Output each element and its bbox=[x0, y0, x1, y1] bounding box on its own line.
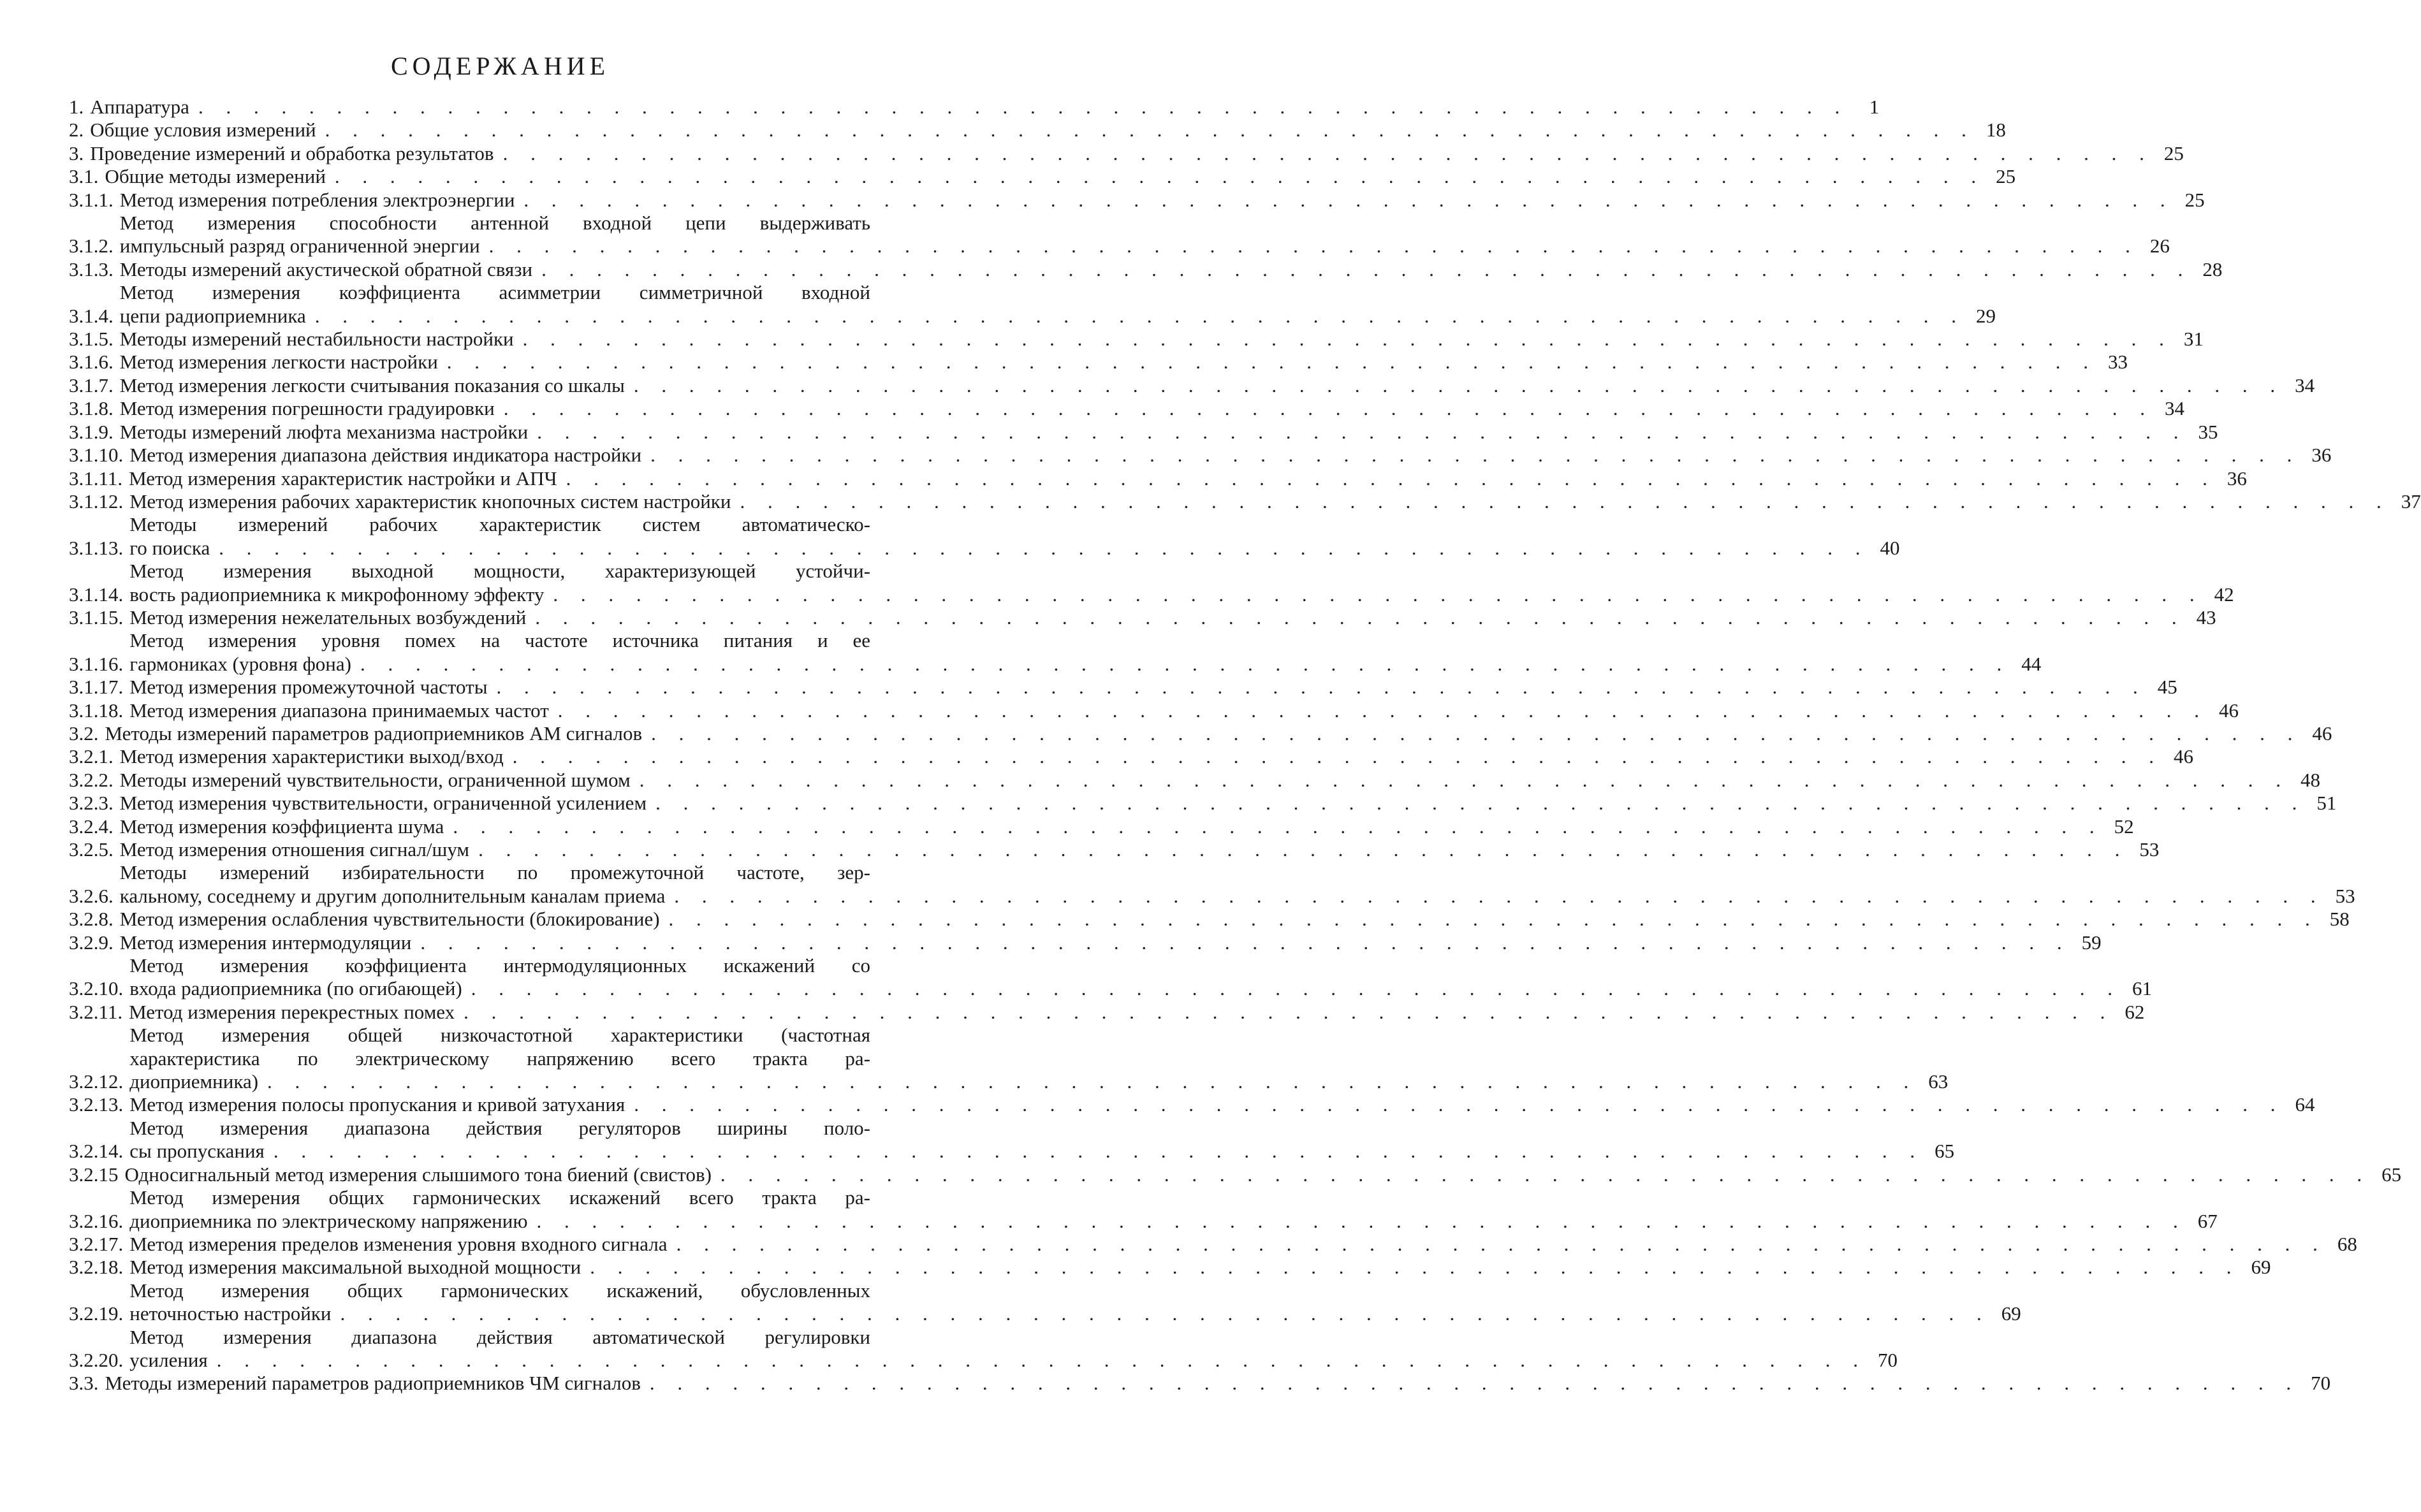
toc-page-number: 46 bbox=[2312, 722, 2332, 745]
toc-page-number: 31 bbox=[2183, 328, 2204, 351]
toc-entry-title-line: Метод измерения легкости считывания показания со шкалы bbox=[119, 374, 625, 396]
toc-entry-title-line: го поиска bbox=[129, 536, 210, 559]
toc-page-number: 18 bbox=[1986, 119, 2006, 142]
toc-page-number: 51 bbox=[2316, 792, 2337, 815]
toc-entry-title-line: Аппаратура bbox=[90, 96, 189, 118]
toc-entry-number: 3.2.11. bbox=[69, 1000, 123, 1023]
toc-page-number: 43 bbox=[2196, 606, 2216, 629]
dot-leader: . . . . . . . . . . . . . . . . . . . . . . . . . . . . . . . . . . . . . . . . . . . . . . . . . . . . . . . . . . . . bbox=[633, 374, 2285, 396]
toc-entry-number: 3.1.12. bbox=[69, 490, 124, 512]
toc-entry bbox=[69, 444, 2332, 467]
toc-page-number: 44 bbox=[2021, 652, 2042, 675]
toc-entry-number: 3.2.19. bbox=[69, 1302, 124, 1325]
toc-entry-number: 3.2.3. bbox=[69, 792, 113, 815]
toc-entry bbox=[69, 397, 2184, 420]
toc-page-number: 58 bbox=[2329, 908, 2350, 931]
toc-entry bbox=[69, 513, 1900, 560]
toc-entry-number: 3.3. bbox=[69, 1372, 99, 1395]
toc-page-number: 67 bbox=[2197, 1209, 2218, 1232]
dot-leader: . . . . . . . . . . . . . . . . . . . . . . . . . . . . . . . . . . . . . . . . . . . . . . . . . . . . . . . . . . . . bbox=[590, 1256, 2241, 1279]
dot-leader: . . . . . . . . . . . . . . . . . . . . . . . . . . . . . . . . . . . . . . . . . . . . . . . . . . . . . . . . . . . . bbox=[740, 490, 2390, 512]
toc-entry-title-line: Проведение измерений и обработка результатов bbox=[90, 142, 494, 164]
toc-entry-number: 3.1.8. bbox=[69, 397, 113, 420]
dot-leader: . . . . . . . . . . . . . . . . . . . . . . . . . . . . . . . . . . . . . . . . . . . . . . . . . . . . . . . . . . . . bbox=[464, 1000, 2114, 1023]
dot-leader: . . . . . . . . . . . . . . . . . . . . . . . . . . . . . . . . . . . . . . . . . . . . . . . . . . . . . . . . . . . . bbox=[314, 304, 1965, 327]
toc-entry bbox=[69, 328, 2204, 351]
toc-entry-number: 3.1.14. bbox=[69, 583, 124, 606]
toc-page-number: 62 bbox=[2125, 1000, 2145, 1023]
toc-entry bbox=[69, 606, 2216, 629]
toc-page-number: 52 bbox=[2114, 815, 2134, 838]
toc-page-number: 34 bbox=[2164, 397, 2184, 420]
toc-entry-title-line: Односигнальный метод измерения слышимого тона биений (свистов) bbox=[124, 1163, 712, 1186]
toc-entry-number: 3.1.17. bbox=[69, 676, 124, 699]
toc-entry bbox=[69, 1000, 2145, 1024]
toc-entry-number: 3.1.9. bbox=[69, 420, 113, 443]
toc-page-number: 53 bbox=[2139, 838, 2160, 861]
dot-leader: . . . . . . . . . . . . . . . . . . . . . . . . . . . . . . . . . . . . . . . . . . . . . . . . . . . . . . . . . . . . bbox=[360, 652, 2011, 675]
toc-entry-number: 3.1.16. bbox=[69, 652, 124, 675]
toc-entry-title-line: Метод измерения общих гармонических искажений всего тракта ра- bbox=[129, 1186, 870, 1209]
toc-page-number: 35 bbox=[2198, 420, 2218, 443]
toc-entry bbox=[69, 908, 2350, 931]
toc-entry bbox=[69, 1279, 2021, 1326]
dot-leader: . . . . . . . . . . . . . . . . . . . . . . . . . . . . . . . . . . . . . . . . . . . . . . . . . . . . . . . . . . . . bbox=[537, 420, 2188, 443]
toc-entry-number: 3.2.9. bbox=[69, 931, 113, 954]
toc-entry-number: 3.1.10. bbox=[69, 444, 124, 467]
toc-page-number: 69 bbox=[2251, 1256, 2271, 1279]
toc-entry bbox=[69, 212, 2170, 258]
dot-leader: . . . . . . . . . . . . . . . . . . . . . . . . . . . . . . . . . . . . . . . . . . . . . . . . . . . . . . . . . . . . bbox=[655, 792, 2306, 815]
toc-entry-title-line: Метод измерения промежуточной частоты bbox=[129, 676, 488, 699]
toc-entry-title-line: Метод измерения способности антенной входной цепи выдерживать bbox=[119, 212, 870, 235]
dot-leader: . . . . . . . . . . . . . . . . . . . . . . . . . . . . . . . . . . . . . . . . . . . . . . . . . . . . . . . . . . . . bbox=[273, 1140, 1924, 1163]
toc-page-number: 65 bbox=[1935, 1140, 1955, 1163]
dot-leader: . . . . . . . . . . . . . . . . . . . . . . . . . . . . . . . . . . . . . . . . . . . . . . . . . . . . . . . . . . . . bbox=[674, 884, 2325, 907]
toc-entry bbox=[69, 420, 2218, 444]
toc-entry-number: 3.2.10. bbox=[69, 977, 124, 1000]
toc-entry-title-line: Метод измерения диапазона принимаемых частот bbox=[129, 699, 549, 722]
toc-entry-number: 3.1.7. bbox=[69, 374, 113, 396]
toc-entry-title-line: Метод измерения коэффициента интермодуляционных искажений со bbox=[129, 954, 870, 977]
toc-entry bbox=[69, 1093, 2315, 1116]
toc-entry bbox=[69, 1232, 2357, 1256]
toc-entry bbox=[69, 931, 2102, 954]
dot-leader: . . . . . . . . . . . . . . . . . . . . . . . . . . . . . . . . . . . . . . . . . . . . . . . . . . . . . . . . . . . . bbox=[649, 1372, 2300, 1395]
dot-leader: . . . . . . . . . . . . . . . . . . . . . . . . . . . . . . . . . . . . . . . . . . . . . . . . . . . . . . . . . . . . bbox=[453, 815, 2103, 838]
toc-entry-title-line: Метод измерения максимальной выходной мощности bbox=[129, 1256, 581, 1279]
toc-entry-number: 3.2.17. bbox=[69, 1232, 124, 1255]
toc-entry-number: 1. bbox=[69, 96, 84, 118]
toc-entry-title-line: Метод измерения общей низкочастотной характеристики (частотная bbox=[129, 1024, 870, 1047]
dot-leader: . . . . . . . . . . . . . . . . . . . . . . . . . . . . . . . . . . . . . . . . . . . . . . . . . . . . . . . . . . . . bbox=[267, 1070, 1918, 1093]
toc-entry bbox=[69, 142, 2184, 165]
toc-entry-title-line: входа радиоприемника (по огибающей) bbox=[129, 977, 462, 1000]
toc-page-number: 33 bbox=[2108, 351, 2128, 374]
toc-entry-title-line: диоприемника) bbox=[129, 1070, 259, 1093]
toc-entry-title-line: гармониках (уровня фона) bbox=[129, 652, 351, 675]
toc-entry bbox=[69, 838, 2160, 861]
toc-entry-title-line: Метод измерения полосы пропускания и кривой затухания bbox=[129, 1093, 625, 1116]
dot-leader: . . . . . . . . . . . . . . . . . . . . . . . . . . . . . . . . . . . . . . . . . . . . . . . . . . . . . . . . . . . . bbox=[553, 583, 2204, 606]
toc-entry-title-line: усиления bbox=[129, 1348, 208, 1371]
toc-entry-number: 3.2.2. bbox=[69, 768, 113, 791]
dot-leader: . . . . . . . . . . . . . . . . . . . . . . . . . . . . . . . . . . . . . . . . . . . . . . . . . . . . . . . . . . . . bbox=[535, 606, 2186, 629]
toc-page-number: 36 bbox=[2227, 467, 2247, 490]
toc-entry-number: 2. bbox=[69, 119, 84, 142]
toc-entry bbox=[69, 560, 2234, 606]
dot-leader: . . . . . . . . . . . . . . . . . . . . . . . . . . . . . . . . . . . . . . . . . . . . . . . . . . . . . . . . . . . . bbox=[446, 351, 2098, 374]
toc-entry bbox=[69, 351, 2128, 374]
toc-entry-title-line: Метод измерения ослабления чувствительности (блокирование) bbox=[119, 908, 660, 931]
toc-page-number: 68 bbox=[2337, 1232, 2357, 1255]
toc-page-number: 46 bbox=[2219, 699, 2239, 722]
toc-entry-title-line: Методы измерений избирательности по промежуточной частоте, зер- bbox=[119, 861, 870, 884]
dot-leader: . . . . . . . . . . . . . . . . . . . . . . . . . . . . . . . . . . . . . . . . . . . . . . . . . . . . . . . . . . . . bbox=[536, 1209, 2187, 1232]
toc-entry-title-line: Метод измерения диапазона действия регуляторов ширины поло- bbox=[129, 1116, 870, 1139]
toc-entry-title-line: Методы измерений рабочих характеристик систем автоматическо- bbox=[129, 513, 870, 536]
toc-entry-title-line: Метод измерения диапазона действия индикатора настройки bbox=[129, 444, 642, 467]
dot-leader: . . . . . . . . . . . . . . . . . . . . . . . . . . . . . . . . . . . . . . . . . . . . . . . . . . . . . . . . . . . . bbox=[478, 838, 2129, 861]
dot-leader: . . . . . . . . . . . . . . . . . . . . . . . . . . . . . . . . . . . . . . . . . . . . . . . . . . . . . . . . . . . . bbox=[471, 977, 2122, 1000]
toc-entry-number: 3.2.12. bbox=[69, 1070, 124, 1093]
dot-leader: . . . . . . . . . . . . . . . . . . . . . . . . . . . . . . . . . . . . . . . . . . . . . . . . . . . . . . . . . . . . bbox=[219, 536, 1869, 559]
page-title: СОДЕРЖАНИЕ bbox=[390, 52, 610, 80]
toc-entry bbox=[69, 1256, 2271, 1279]
toc-entry-title-line: Метод измерения отношения сигнал/шум bbox=[119, 838, 470, 861]
toc-entry bbox=[69, 676, 2177, 699]
toc-entry-title-line: Методы измерений нестабильности настройки bbox=[119, 328, 514, 351]
dot-leader: . . . . . . . . . . . . . . . . . . . . . . . . . . . . . . . . . . . . . . . . . . . . . . . . . . . . . . . . . . . . bbox=[720, 1163, 2371, 1186]
toc-entry-title-line: Метод измерения уровня помех на частоте источника питания и ее bbox=[129, 629, 870, 652]
toc-page-number: 28 bbox=[2202, 258, 2223, 280]
dot-leader: . . . . . . . . . . . . . . . . . . . . . . . . . . . . . . . . . . . . . . . . . . . . . . . . . . . . . . . . . . . . bbox=[488, 235, 2139, 258]
toc-page-number: 69 bbox=[2001, 1302, 2021, 1325]
toc-entry-number: 3.2. bbox=[69, 722, 99, 745]
toc-entry bbox=[69, 467, 2247, 490]
toc-entry-title-line: цепи радиоприемника bbox=[119, 304, 306, 327]
toc-entry-title-line: Общие условия измерений bbox=[90, 119, 316, 142]
toc-entry-title-line: Метод измерения характеристики выход/вход bbox=[119, 745, 504, 768]
dot-leader: . . . . . . . . . . . . . . . . . . . . . . . . . . . . . . . . . . . . . . . . . . . . . . . . . . . . . . . . . . . . bbox=[541, 258, 2192, 280]
toc-entry-number: 3.1.4. bbox=[69, 304, 113, 327]
toc-page-number: 45 bbox=[2157, 676, 2177, 699]
dot-leader: . . . . . . . . . . . . . . . . . . . . . . . . . . . . . . . . . . . . . . . . . . . . . . . . . . . . . . . . . . . . bbox=[650, 444, 2301, 467]
toc-entry-title-line: Общие методы измерений bbox=[105, 165, 326, 188]
toc-page-number: 1 bbox=[1869, 96, 1880, 118]
toc-entry-title-line: Метод измерения погрешности градуировки bbox=[119, 397, 495, 420]
dot-leader: . . . . . . . . . . . . . . . . . . . . . . . . . . . . . . . . . . . . . . . . . . . . . . . . . . . . . . . . . . . . bbox=[325, 119, 1975, 142]
toc-entry bbox=[69, 165, 2016, 188]
dot-leader: . . . . . . . . . . . . . . . . . . . . . . . . . . . . . . . . . . . . . . . . . . . . . . . . . . . . . . . . . . . . bbox=[503, 397, 2154, 420]
toc-page-number: 25 bbox=[2163, 142, 2184, 164]
dot-leader: . . . . . . . . . . . . . . . . . . . . . . . . . . . . . . . . . . . . . . . . . . . . . . . . . . . . . . . . . . . . bbox=[668, 908, 2319, 931]
toc-page-number: 25 bbox=[2184, 188, 2205, 211]
toc-entry-title-line: Метод измерения интермодуляции bbox=[119, 931, 412, 954]
toc-page-number: 46 bbox=[2173, 745, 2193, 768]
toc-entry-title-line: Метод измерения выходной мощности, характеризующей устойчи- bbox=[129, 560, 870, 583]
toc-page-number: 61 bbox=[2132, 977, 2153, 1000]
toc-page-number: 63 bbox=[1928, 1070, 1949, 1093]
toc-entry-number: 3.1.1. bbox=[69, 188, 113, 211]
toc-entry-title-line: Метод измерения нежелательных возбуждений bbox=[129, 606, 527, 629]
toc-entry bbox=[69, 1186, 2218, 1233]
toc-entry-number: 3.2.16. bbox=[69, 1209, 124, 1232]
toc-page-number: 70 bbox=[1878, 1348, 1898, 1371]
toc-page-number: 70 bbox=[2311, 1372, 2331, 1395]
dot-leader: . . . . . . . . . . . . . . . . . . . . . . . . . . . . . . . . . . . . . . . . . . . . . . . . . . . . . . . . . . . . bbox=[420, 931, 2071, 954]
dot-leader: . . . . . . . . . . . . . . . . . . . . . . . . . . . . . . . . . . . . . . . . . . . . . . . . . . . . . . . . . . . . bbox=[639, 768, 2290, 791]
dot-leader: . . . . . . . . . . . . . . . . . . . . . . . . . . . . . . . . . . . . . . . . . . . . . . . . . . . . . . . . . . . . bbox=[496, 676, 2147, 699]
toc-entry-title-line: Метод измерения чувствительности, ограниченной усилением bbox=[119, 792, 647, 815]
toc-entry-title-line: Метод измерения диапазона действия автоматической регулировки bbox=[129, 1325, 870, 1348]
toc-entry bbox=[69, 96, 1880, 119]
table-of-contents bbox=[69, 96, 2421, 1395]
toc-entry-title-line: Метод измерения легкости настройки bbox=[119, 351, 438, 374]
toc-entry bbox=[69, 792, 2337, 815]
toc-entry bbox=[69, 374, 2315, 397]
toc-page-number: 40 bbox=[1880, 536, 1900, 559]
toc-entry bbox=[69, 1024, 1949, 1093]
toc-entry-title-line: Методы измерений чувствительности, ограниченной шумом bbox=[119, 768, 631, 791]
toc-entry bbox=[69, 768, 2320, 792]
toc-entry bbox=[69, 1372, 2331, 1395]
toc-entry bbox=[69, 188, 2205, 212]
toc-page-number: 64 bbox=[2295, 1093, 2315, 1116]
toc-page-number: 34 bbox=[2295, 374, 2315, 396]
toc-entry bbox=[69, 629, 2042, 676]
toc-entry-title-line: Методы измерений параметров радиоприемников АМ сигналов bbox=[105, 722, 643, 745]
toc-entry-title-line: Методы измерений параметров радиоприемников ЧМ сигналов bbox=[105, 1372, 641, 1395]
toc-page-number: 65 bbox=[2381, 1163, 2402, 1186]
toc-entry bbox=[69, 490, 2421, 513]
toc-entry-title-line: Метод измерения коэффициента шума bbox=[119, 815, 444, 838]
toc-entry-number: 3.2.6. bbox=[69, 884, 113, 907]
toc-entry-title-line: Метод измерения общих гармонических искажений, обусловленных bbox=[129, 1279, 870, 1302]
toc-entry bbox=[69, 1116, 1955, 1163]
toc-entry-number: 3.2.15 bbox=[69, 1163, 119, 1186]
toc-entry-title-line: Метод измерения потребления электроэнергии bbox=[119, 188, 515, 211]
dot-leader: . . . . . . . . . . . . . . . . . . . . . . . . . . . . . . . . . . . . . . . . . . . . . . . . . . . . . . . . . . . . bbox=[198, 96, 1849, 118]
toc-page-number: 37 bbox=[2401, 490, 2421, 512]
toc-entry-number: 3. bbox=[69, 142, 84, 164]
dot-leader: . . . . . . . . . . . . . . . . . . . . . . . . . . . . . . . . . . . . . . . . . . . . . . . . . . . . . . . . . . . . bbox=[340, 1302, 1991, 1325]
dot-leader: . . . . . . . . . . . . . . . . . . . . . . . . . . . . . . . . . . . . . . . . . . . . . . . . . . . . . . . . . . . . bbox=[566, 467, 2216, 490]
toc-entry-title-line: Метод измерения характеристик настройки и АПЧ bbox=[129, 467, 557, 490]
toc-entry-number: 3.1.5. bbox=[69, 328, 113, 351]
toc-entry-title-line: вость радиоприемника к микрофонному эффекту bbox=[129, 583, 545, 606]
toc-entry-number: 3.2.1. bbox=[69, 745, 113, 768]
toc-entry bbox=[69, 722, 2332, 745]
toc-entry-number: 3.1.15. bbox=[69, 606, 124, 629]
toc-entry bbox=[69, 1325, 1898, 1372]
toc-entry-title-line: кальному, соседнему и другим дополнительным каналам приема bbox=[119, 884, 666, 907]
toc-page-number: 59 bbox=[2081, 931, 2102, 954]
dot-leader: . . . . . . . . . . . . . . . . . . . . . . . . . . . . . . . . . . . . . . . . . . . . . . . . . . . . . . . . . . . . bbox=[523, 188, 2174, 211]
dot-leader: . . . . . . . . . . . . . . . . . . . . . . . . . . . . . . . . . . . . . . . . . . . . . . . . . . . . . . . . . . . . bbox=[502, 142, 2153, 164]
toc-entry-number: 3.1.3. bbox=[69, 258, 113, 280]
toc-entry-title-line: неточностью настройки bbox=[129, 1302, 332, 1325]
toc-entry-number: 3.2.8. bbox=[69, 908, 113, 931]
toc-entry bbox=[69, 258, 2223, 281]
toc-entry-number: 3.1.13. bbox=[69, 536, 124, 559]
toc-entry-number: 3.2.5. bbox=[69, 838, 113, 861]
toc-entry bbox=[69, 1163, 2402, 1186]
toc-entry-number: 3.2.13. bbox=[69, 1093, 124, 1116]
toc-entry-number: 3.2.4. bbox=[69, 815, 113, 838]
dot-leader: . . . . . . . . . . . . . . . . . . . . . . . . . . . . . . . . . . . . . . . . . . . . . . . . . . . . . . . . . . . . bbox=[216, 1348, 1868, 1371]
toc-page-number: 42 bbox=[2214, 583, 2234, 606]
toc-entry bbox=[69, 815, 2134, 838]
toc-entry-title-line: Методы измерений акустической обратной связи bbox=[119, 258, 533, 280]
toc-entry bbox=[69, 745, 2193, 768]
toc-entry-number: 3.2.14. bbox=[69, 1140, 124, 1163]
toc-entry-title-line: диоприемника по электрическому напряжению bbox=[129, 1209, 528, 1232]
toc-page-number: 26 bbox=[2149, 235, 2170, 258]
toc-entry-title-line: импульсный разряд ограниченной энергии bbox=[119, 235, 480, 258]
toc-entry-title-line: Методы измерений люфта механизма настройки bbox=[119, 420, 529, 443]
toc-entry-number: 3.1.18. bbox=[69, 699, 124, 722]
toc-page-number: 25 bbox=[1996, 165, 2016, 188]
toc-entry-title-line: Метод измерения рабочих характеристик кнопочных систем настройки bbox=[129, 490, 731, 512]
toc-entry-title-line: сы пропускания bbox=[129, 1140, 265, 1163]
toc-entry-number: 3.1.2. bbox=[69, 235, 113, 258]
toc-page-number: 36 bbox=[2311, 444, 2332, 467]
toc-page-number: 29 bbox=[1976, 304, 1996, 327]
dot-leader: . . . . . . . . . . . . . . . . . . . . . . . . . . . . . . . . . . . . . . . . . . . . . . . . . . . . . . . . . . . . bbox=[522, 328, 2173, 351]
toc-entry-title-line: Метод измерения пределов изменения уровня входного сигнала bbox=[129, 1232, 668, 1255]
toc-entry-title-line: Метод измерения коэффициента асимметрии симметричной входной bbox=[119, 281, 870, 304]
toc-entry-number: 3.1.11. bbox=[69, 467, 123, 490]
toc-entry bbox=[69, 861, 2355, 908]
toc-entry bbox=[69, 954, 2153, 1001]
toc-page-number: 53 bbox=[2335, 884, 2355, 907]
toc-entry-number: 3.2.20. bbox=[69, 1348, 124, 1371]
dot-leader: . . . . . . . . . . . . . . . . . . . . . . . . . . . . . . . . . . . . . . . . . . . . . . . . . . . . . . . . . . . . bbox=[651, 722, 2302, 745]
toc-page-number: 48 bbox=[2300, 768, 2320, 791]
toc-entry-title-line: характеристика по электрическому напряжению всего тракта ра- bbox=[129, 1047, 870, 1070]
toc-entry bbox=[69, 699, 2239, 722]
dot-leader: . . . . . . . . . . . . . . . . . . . . . . . . . . . . . . . . . . . . . . . . . . . . . . . . . . . . . . . . . . . . bbox=[557, 699, 2208, 722]
toc-entry-number: 3.1. bbox=[69, 165, 99, 188]
dot-leader: . . . . . . . . . . . . . . . . . . . . . . . . . . . . . . . . . . . . . . . . . . . . . . . . . . . . . . . . . . . . bbox=[512, 745, 2163, 768]
dot-leader: . . . . . . . . . . . . . . . . . . . . . . . . . . . . . . . . . . . . . . . . . . . . . . . . . . . . . . . . . . . . bbox=[634, 1093, 2285, 1116]
dot-leader: . . . . . . . . . . . . . . . . . . . . . . . . . . . . . . . . . . . . . . . . . . . . . . . . . . . . . . . . . . . . bbox=[334, 165, 1986, 188]
toc-entry bbox=[69, 281, 1996, 328]
toc-entry-number: 3.2.18. bbox=[69, 1256, 124, 1279]
toc-entry-number: 3.1.6. bbox=[69, 351, 113, 374]
toc-entry bbox=[69, 119, 2006, 142]
dot-leader: . . . . . . . . . . . . . . . . . . . . . . . . . . . . . . . . . . . . . . . . . . . . . . . . . . . . . . . . . . . . bbox=[676, 1232, 2327, 1255]
toc-entry-title-line: Метод измерения перекрестных помех bbox=[129, 1000, 455, 1023]
